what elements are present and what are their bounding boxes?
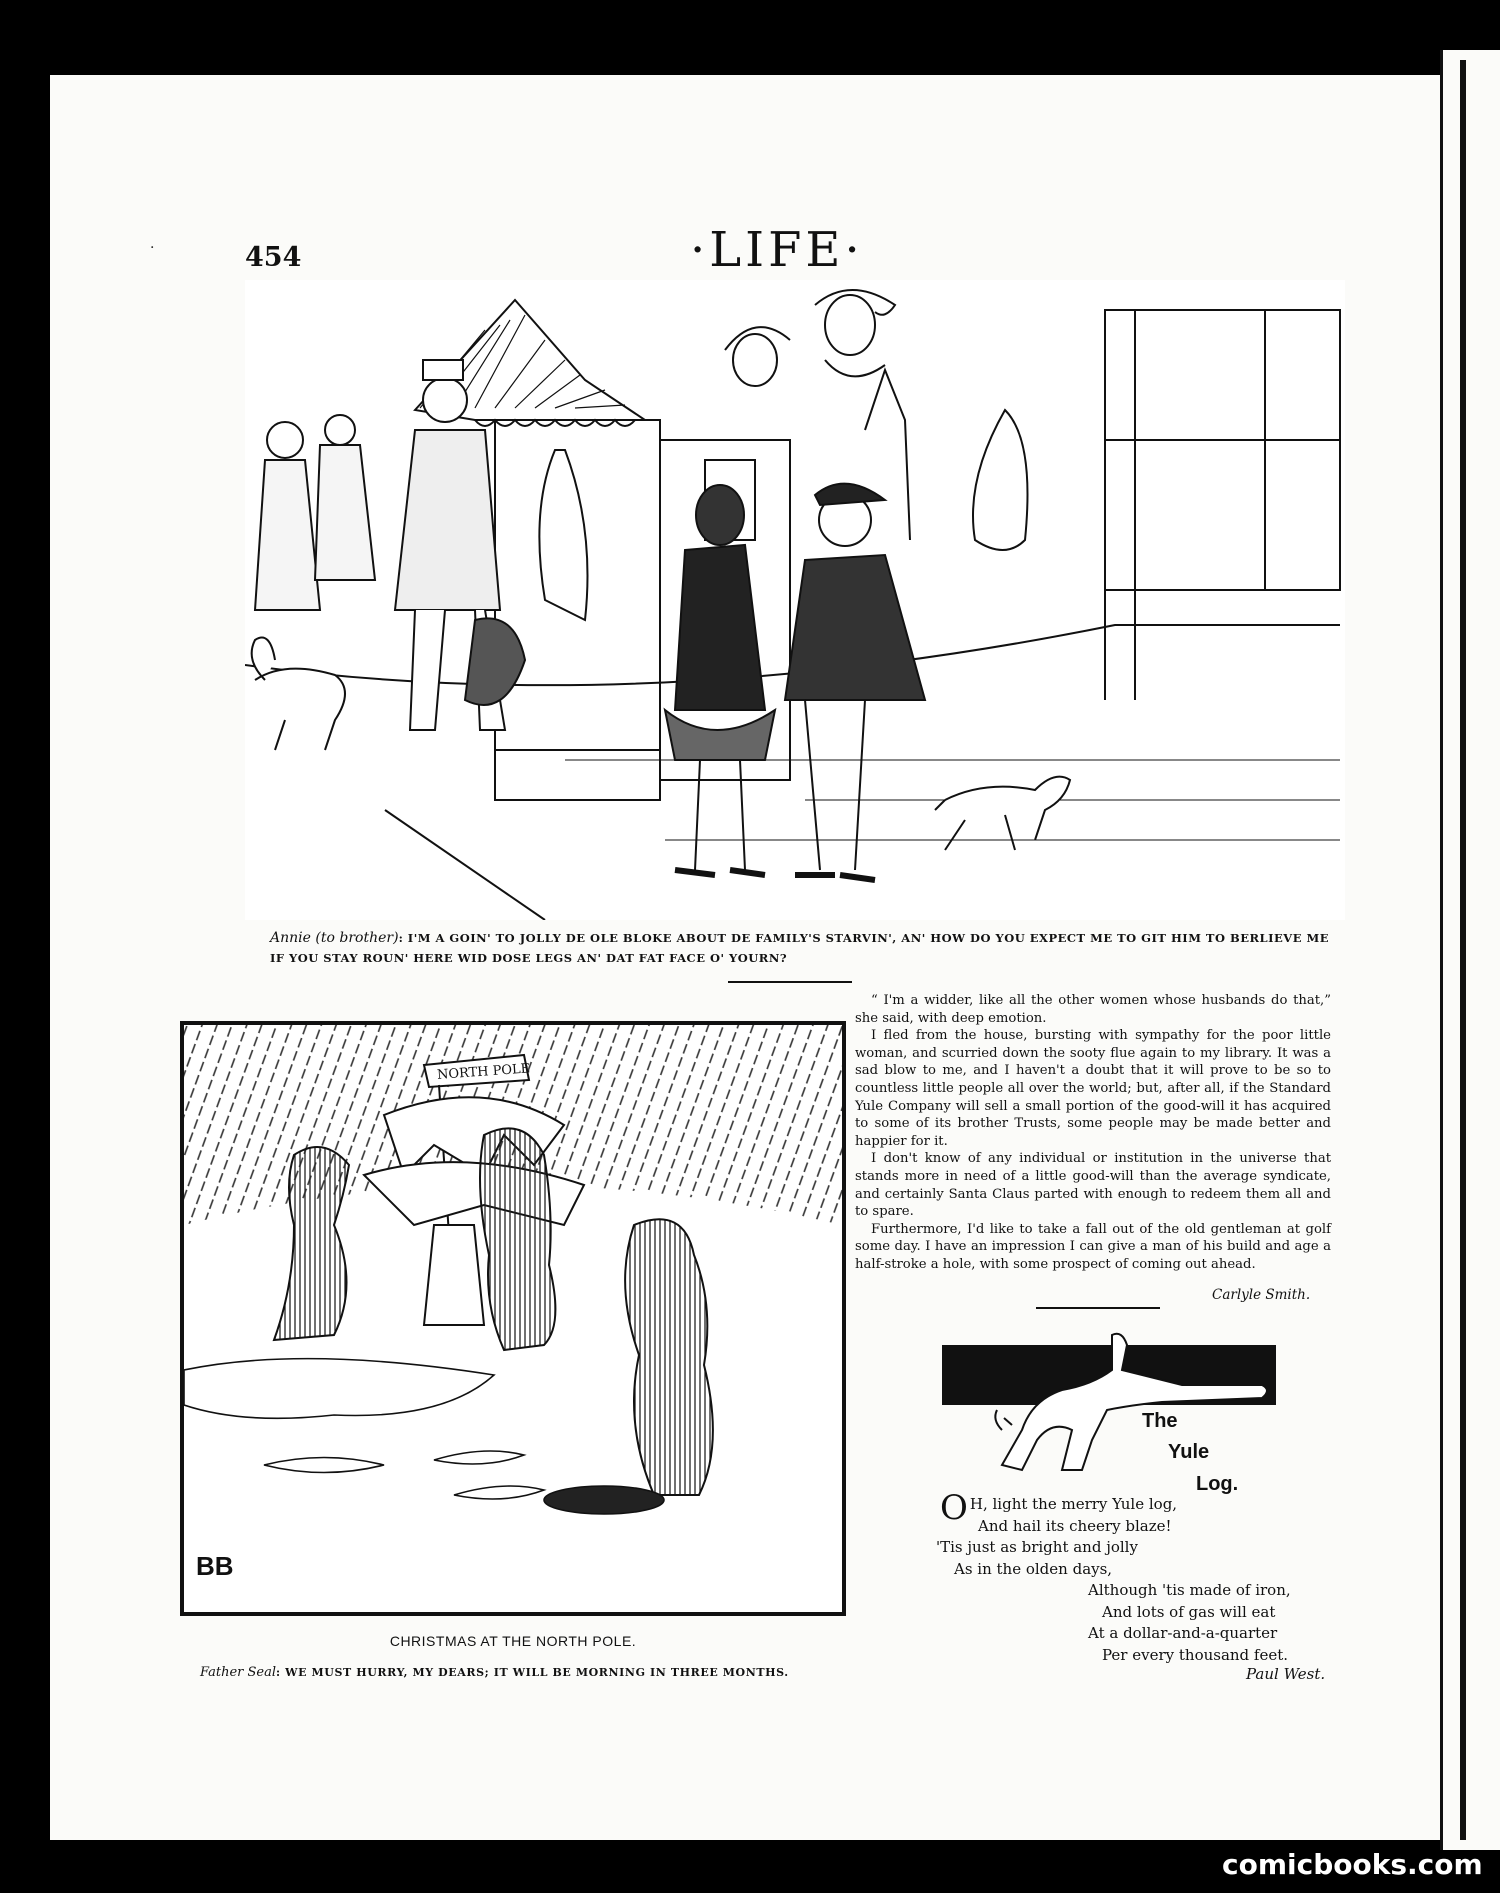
north-pole-illustration-frame <box>180 1021 846 1616</box>
poem-line: And lots of gas will eat <box>1102 1602 1276 1621</box>
artist-monogram: BB <box>196 1551 234 1581</box>
poem-line: Although 'tis made of iron, <box>1088 1581 1291 1599</box>
poem-line: H, light the merry Yule log, <box>969 1495 1178 1513</box>
street-scene-illustration <box>245 280 1345 920</box>
north-pole-sign: NORTH POLE <box>436 1061 531 1083</box>
north-pole-illustration <box>184 1025 842 1612</box>
facing-page-edge <box>1440 50 1500 1850</box>
poem-line: Per every thousand feet. <box>1102 1645 1289 1664</box>
page-number: 454 <box>245 242 302 273</box>
poem-signature: Paul West. <box>1246 1665 1326 1683</box>
essay-paragraph: I don't know of any individual or institution in the universe that stands more in need of a little good-will than the average syndicate, and certainly Santa Claus parted with enough to redeem them all and to spare. <box>855 1151 1331 1220</box>
poem-line: At a dollar-and-a-quarter <box>1088 1624 1278 1642</box>
poem-line: As in the olden days, <box>954 1559 1113 1578</box>
top-cartoon-caption <box>270 928 1330 968</box>
caption-dialogue: : I'M A GOIN' TO JOLLY DE OLE BLOKE ABOUT DE FAMILY'S STARVIN', AN' HOW DO YOU EXPECT ME TO GIT HIM TO BERLIEVE ME IF YOU STAY ROUN' HERE WID DOSE LEGS AN' DAT FAT FACE O' YOURN? <box>270 931 1329 965</box>
poem-divider <box>1036 1307 1160 1309</box>
poem-dropcap: O <box>940 1488 968 1528</box>
binding-line <box>1460 60 1466 1840</box>
essay-paragraph: Furthermore, I'd like to take a fall out of the old gentleman at golf some day. I have an impression I can give a man of his build and age a half-stroke a hole, with some prospect of coming out ahead. <box>855 1221 1331 1272</box>
essay-signature: Carlyle Smith. <box>1212 1287 1311 1303</box>
poem-line: And hail its cheery blaze! <box>978 1516 1172 1535</box>
north-pole-title: CHRISTMAS AT THE NORTH POLE. <box>389 1633 637 1649</box>
essay-text <box>855 992 1331 1274</box>
page-mark: · <box>150 240 155 256</box>
poem-text <box>936 1488 1291 1666</box>
poem-line: 'Tis just as bright and jolly <box>936 1538 1138 1556</box>
section-divider <box>728 981 852 983</box>
north-pole-speaker: Father Seal <box>200 1665 277 1680</box>
poem-title-word: Yule <box>1168 1441 1210 1463</box>
caption-speaker: Annie <box>270 930 311 946</box>
poem-title-word: The <box>1142 1410 1178 1432</box>
yule-log-illustration <box>942 1330 1276 1480</box>
site-watermark[interactable]: comicbooks.com <box>1222 1848 1483 1881</box>
north-pole-caption <box>200 1665 860 1680</box>
masthead-title: ·LIFE· <box>690 222 864 278</box>
north-pole-quote: : WE MUST HURRY, MY DEARS; IT WILL BE MORNING IN THREE MONTHS. <box>276 1666 789 1679</box>
poem-title-word: Log. <box>1196 1473 1239 1495</box>
essay-paragraph: “ I'm a widder, like all the other women whose husbands do that,” she said, with deep emotion. <box>855 993 1331 1026</box>
essay-paragraph: I fled from the house, bursting with sympathy for the poor little woman, and scurried down the sooty flue again to my library. It was a sad blow to me, and I haven't a doubt that it will prove to be so to countless little people all over the world; but, after all, if the Standard Yule Company will sell a small portion of the good-will it has acquired to some of its brother Trusts, some people may be made better and happier for it. <box>855 1028 1331 1149</box>
caption-stage-direction: (to brother) <box>315 930 399 946</box>
